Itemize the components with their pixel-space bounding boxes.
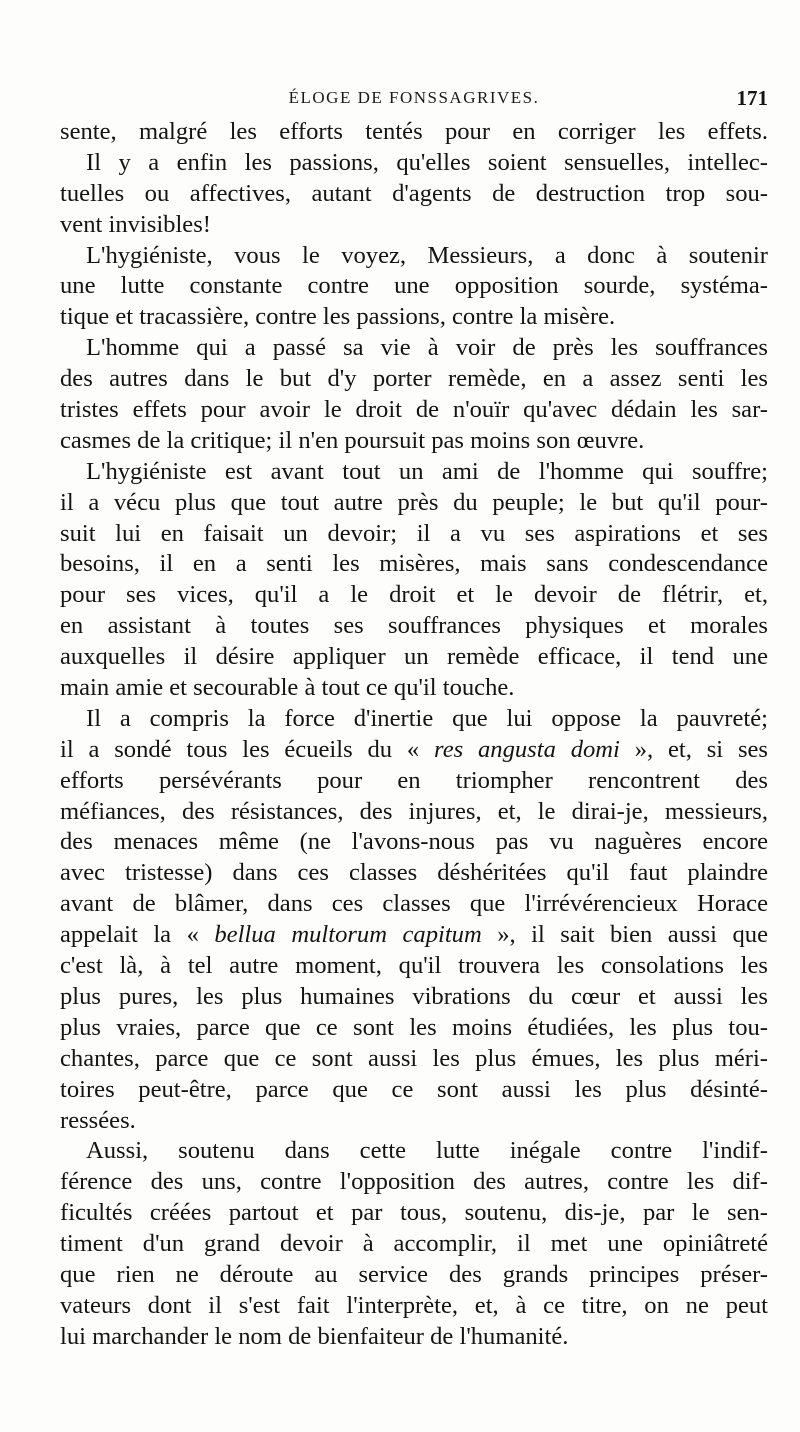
text-line: vateurs dont il s'est fait l'interprète, et, à ce titre, on ne peut: [60, 1291, 768, 1319]
text-line: timent d'un grand devoir à accomplir, il met une opiniâtreté: [60, 1230, 768, 1258]
text-line: avec tristesse) dans ces classes déshéritées qu'il faut plaindre: [60, 859, 768, 887]
body-text: [60, 117, 768, 1353]
text-line: chantes, parce que ce sont aussi les plus émues, les plus méri-: [60, 1044, 768, 1072]
text-line: c'est là, à tel autre moment, qu'il trouvera les consolations les: [60, 952, 768, 980]
text-line: toires peut-être, parce que ce sont aussi les plus désinté-: [60, 1075, 768, 1103]
text-line: plus vraies, parce que ce sont les moins étudiées, les plus tou-: [60, 1013, 768, 1041]
text-line: une lutte constante contre une opposition sourde, systéma-: [60, 272, 768, 300]
text-line: lui marchander le nom de bienfaiteur de l'humanité.: [60, 1322, 569, 1350]
text-line: que rien ne déroute au service des grands principes préser-: [60, 1260, 768, 1288]
running-title: ÉLOGE DE FONSSAGRIVES.: [288, 88, 540, 107]
text-line: Aussi, soutenu dans cette lutte inégale contre l'indif-: [86, 1137, 768, 1165]
text-fragment: », il sait bien aussi que: [481, 921, 768, 949]
text-line: méfiances, des résistances, des injures, et, le dirai-je, messieurs,: [60, 797, 768, 825]
text-line: Il a compris la force d'inertie que lui oppose la pauvreté;: [86, 704, 768, 732]
text-line: avant de blâmer, dans ces classes que l'irrévérencieux Horace: [60, 890, 768, 918]
text-line: L'hygiéniste, vous le voyez, Messieurs, a donc à soutenir: [86, 241, 768, 269]
text-fragment: », et, si ses: [619, 735, 768, 763]
text-line: en assistant à toutes ses souffrances physiques et morales: [60, 612, 768, 640]
text-line: des autres dans le but d'y porter remède, en a assez senti les: [60, 365, 768, 393]
page-header: [60, 88, 768, 112]
text-line: sente, malgré les efforts tentés pour en corriger les effets.: [60, 118, 768, 145]
text-line: auxquelles il désire appliquer un remède efficace, il tend une: [60, 643, 768, 671]
text-line: des menaces même (ne l'avons-nous pas vu naguères encore: [60, 828, 768, 856]
text-line: efforts persévérants pour en triompher rencontrent des: [60, 766, 768, 794]
text-line: Il y a enfin les passions, qu'elles soient sensuelles, intellec-: [86, 148, 768, 176]
text-line: ressées.: [60, 1106, 136, 1134]
text-line: tristes effets pour avoir le droit de n'ouïr qu'avec dédain les sar-: [60, 396, 768, 424]
text-line: ficultés créées partout et par tous, soutenu, dis-je, par le sen-: [60, 1199, 768, 1227]
text-line: [60, 735, 768, 766]
italic-phrase: res angusta domi: [434, 735, 620, 763]
text-fragment: appelait la «: [60, 921, 215, 949]
text-line: tique et tracassière, contre les passions, contre la misère.: [60, 303, 616, 331]
text-line: vent invisibles!: [60, 210, 211, 238]
text-fragment: il a sondé tous les écueils du «: [60, 735, 435, 763]
text-line: pour ses vices, qu'il a le droit et le devoir de flétrir, et,: [60, 581, 768, 609]
text-line: casmes de la critique; il n'en poursuit pas moins son œuvre.: [60, 426, 645, 454]
italic-phrase: bellua multorum capitum: [214, 921, 482, 949]
text-line: L'homme qui a passé sa vie à voir de près les souffrances: [86, 334, 768, 362]
text-line: main amie et secourable à tout ce qu'il touche.: [60, 674, 515, 702]
text-line: besoins, il en a senti les misères, mais sans condescendance: [60, 550, 768, 578]
text-line: il a vécu plus que tout autre près du peuple; le but qu'il pour-: [60, 488, 768, 516]
text-line: suit lui en faisait un devoir; il a vu ses aspirations et ses: [60, 519, 768, 547]
text-line: L'hygiéniste est avant tout un ami de l'homme qui souffre;: [86, 457, 768, 485]
text-line: plus pures, les plus humaines vibrations du cœur et aussi les: [60, 982, 768, 1010]
text-line: férence des uns, contre l'opposition des autres, contre les dif-: [60, 1168, 768, 1196]
page-number: 171: [736, 86, 768, 110]
text-line: tuelles ou affectives, autant d'agents de destruction trop sou-: [60, 179, 768, 207]
text-line: [60, 920, 768, 951]
